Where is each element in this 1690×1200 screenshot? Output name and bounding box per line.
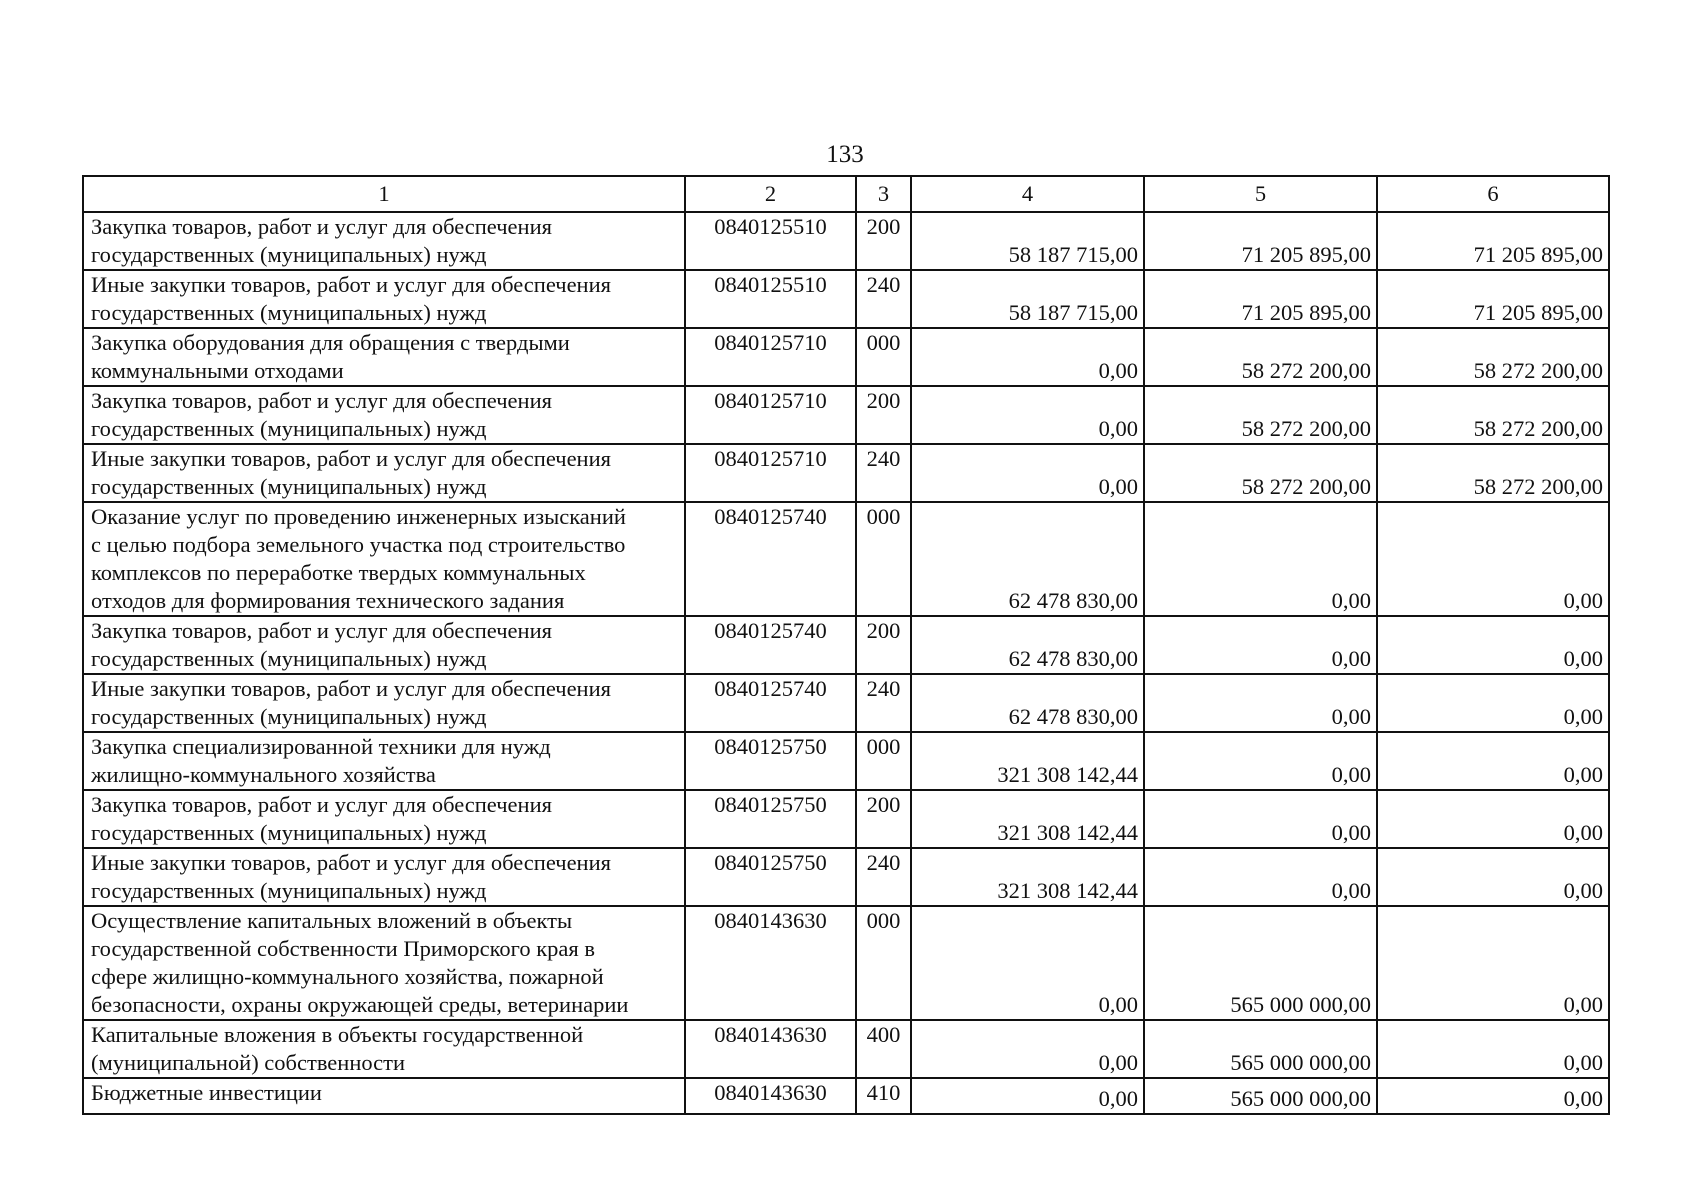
expense-name-cell: Закупка товаров, работ и услуг для обеспечения государственных (муниципальных) нужд [83,212,685,270]
target-article-code-cell: 0840125740 [685,616,856,674]
amount-col5-cell: 565 000 000,00 [1144,1078,1377,1114]
amount-col6-cell: 71 205 895,00 [1377,270,1609,328]
header-row [83,176,1609,212]
expense-name-cell: Закупка оборудования для обращения с твердыми коммунальными отходами [83,328,685,386]
amount-col4-cell: 62 478 830,00 [911,616,1144,674]
amount-col6-cell: 0,00 [1377,790,1609,848]
table-row [83,616,1609,674]
amount-col5-cell: 58 272 200,00 [1144,444,1377,502]
amount-col4-cell: 0,00 [911,906,1144,1020]
expense-type-cell: 200 [856,212,911,270]
amount-col6-cell: 0,00 [1377,1020,1609,1078]
amount-col5-cell: 0,00 [1144,674,1377,732]
table-row [83,1020,1609,1078]
target-article-code-cell: 0840125710 [685,328,856,386]
amount-col5-cell: 0,00 [1144,790,1377,848]
expense-name-cell: Капитальные вложения в объекты государственной (муниципальной) собственности [83,1020,685,1078]
expense-name-cell: Оказание услуг по проведению инженерных изысканий с целью подбора земельного участка под строительство комплексов по переработке твердых коммунальных отходов для формирования технического задания [83,502,685,616]
table-row [83,386,1609,444]
target-article-code-cell: 0840143630 [685,1020,856,1078]
target-article-code-cell: 0840125740 [685,674,856,732]
expense-type-cell: 410 [856,1078,911,1114]
table-row [83,906,1609,1020]
amount-col5-cell: 58 272 200,00 [1144,386,1377,444]
amount-col6-cell: 58 272 200,00 [1377,444,1609,502]
amount-col4-cell: 62 478 830,00 [911,674,1144,732]
amount-col4-cell: 58 187 715,00 [911,270,1144,328]
column-header: 1 [83,176,685,212]
column-header: 4 [911,176,1144,212]
table-row [83,502,1609,616]
target-article-code-cell: 0840125750 [685,732,856,790]
expense-name-cell: Бюджетные инвестиции [83,1078,685,1114]
expense-name-cell: Осуществление капитальных вложений в объекты государственной собственности Приморского края в сфере жилищно-коммунального хозяйства, пожарной безопасности, охраны окружающей среды, ветеринарии [83,906,685,1020]
expense-type-cell: 400 [856,1020,911,1078]
amount-col5-cell: 0,00 [1144,732,1377,790]
amount-col4-cell: 321 308 142,44 [911,848,1144,906]
amount-col4-cell: 0,00 [911,1020,1144,1078]
expense-type-cell: 240 [856,848,911,906]
target-article-code-cell: 0840125750 [685,790,856,848]
amount-col6-cell: 58 272 200,00 [1377,386,1609,444]
amount-col4-cell: 0,00 [911,328,1144,386]
amount-col5-cell: 0,00 [1144,502,1377,616]
amount-col4-cell: 0,00 [911,386,1144,444]
table-row [83,328,1609,386]
target-article-code-cell: 0840125510 [685,212,856,270]
amount-col5-cell: 565 000 000,00 [1144,906,1377,1020]
amount-col4-cell: 62 478 830,00 [911,502,1144,616]
amount-col5-cell: 71 205 895,00 [1144,212,1377,270]
amount-col5-cell: 58 272 200,00 [1144,328,1377,386]
column-header: 2 [685,176,856,212]
amount-col4-cell: 0,00 [911,444,1144,502]
expense-type-cell: 000 [856,906,911,1020]
expense-type-cell: 000 [856,328,911,386]
expense-type-cell: 200 [856,386,911,444]
table-row [83,444,1609,502]
amount-col6-cell: 58 272 200,00 [1377,328,1609,386]
column-header: 6 [1377,176,1609,212]
target-article-code-cell: 0840143630 [685,906,856,1020]
expense-name-cell: Иные закупки товаров, работ и услуг для обеспечения государственных (муниципальных) нужд [83,674,685,732]
column-header: 3 [856,176,911,212]
table-row [83,848,1609,906]
amount-col6-cell: 0,00 [1377,906,1609,1020]
amount-col6-cell: 0,00 [1377,616,1609,674]
table-row [83,674,1609,732]
amount-col4-cell: 321 308 142,44 [911,732,1144,790]
expense-name-cell: Закупка товаров, работ и услуг для обеспечения государственных (муниципальных) нужд [83,386,685,444]
amount-col5-cell: 565 000 000,00 [1144,1020,1377,1078]
table-row [83,790,1609,848]
table-row [83,212,1609,270]
amount-col6-cell: 0,00 [1377,502,1609,616]
expense-name-cell: Иные закупки товаров, работ и услуг для обеспечения государственных (муниципальных) нужд [83,444,685,502]
expense-name-cell: Закупка товаров, работ и услуг для обеспечения государственных (муниципальных) нужд [83,790,685,848]
amount-col4-cell: 0,00 [911,1078,1144,1114]
page-number: 133 [826,141,864,168]
table-row [83,732,1609,790]
budget-table [82,175,1610,1115]
target-article-code-cell: 0840125750 [685,848,856,906]
expense-type-cell: 200 [856,616,911,674]
amount-col4-cell: 321 308 142,44 [911,790,1144,848]
amount-col4-cell: 58 187 715,00 [911,212,1144,270]
amount-col5-cell: 71 205 895,00 [1144,270,1377,328]
expense-name-cell: Закупка специализированной техники для нужд жилищно-коммунального хозяйства [83,732,685,790]
table-row [83,270,1609,328]
amount-col6-cell: 0,00 [1377,732,1609,790]
amount-col5-cell: 0,00 [1144,848,1377,906]
target-article-code-cell: 0840125510 [685,270,856,328]
expense-name-cell: Иные закупки товаров, работ и услуг для обеспечения государственных (муниципальных) нужд [83,848,685,906]
amount-col6-cell: 71 205 895,00 [1377,212,1609,270]
expense-name-cell: Иные закупки товаров, работ и услуг для обеспечения государственных (муниципальных) нужд [83,270,685,328]
table-row [83,1078,1609,1114]
expense-type-cell: 240 [856,270,911,328]
target-article-code-cell: 0840125740 [685,502,856,616]
expense-type-cell: 000 [856,732,911,790]
target-article-code-cell: 0840125710 [685,444,856,502]
amount-col6-cell: 0,00 [1377,848,1609,906]
amount-col6-cell: 0,00 [1377,1078,1609,1114]
expense-type-cell: 240 [856,444,911,502]
amount-col5-cell: 0,00 [1144,616,1377,674]
expense-type-cell: 000 [856,502,911,616]
column-header: 5 [1144,176,1377,212]
expense-name-cell: Закупка товаров, работ и услуг для обеспечения государственных (муниципальных) нужд [83,616,685,674]
expense-type-cell: 200 [856,790,911,848]
amount-col6-cell: 0,00 [1377,674,1609,732]
target-article-code-cell: 0840143630 [685,1078,856,1114]
target-article-code-cell: 0840125710 [685,386,856,444]
expense-type-cell: 240 [856,674,911,732]
